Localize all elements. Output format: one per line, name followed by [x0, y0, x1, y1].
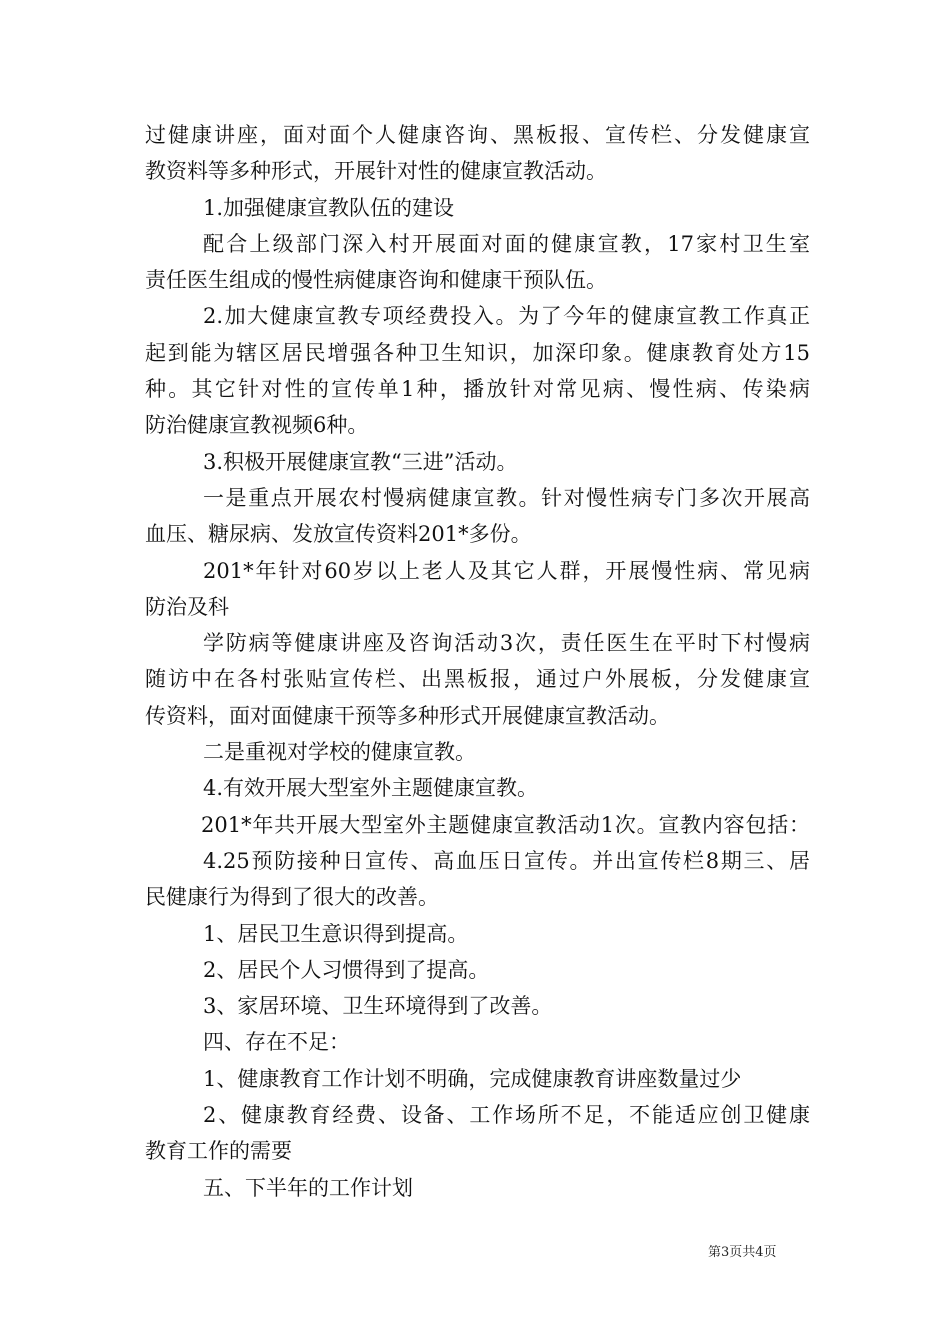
text-line: 防治及科 — [145, 594, 229, 619]
text-line: 二是重视对学校的健康宣教。 — [203, 740, 476, 765]
document-body — [145, 117, 810, 1206]
list-item: 1、居民卫生意识得到提高。 — [203, 921, 469, 946]
text-line: 201*年针对60岁以上老人及其它人群，开展慢性病、常见病 — [203, 558, 810, 583]
text-line: 配合上级部门深入村开展面对面的健康宣教，17家村卫生室 — [203, 231, 810, 256]
text-line: 学防病等健康讲座及咨询活动3次，责任医生在平时下村慢病 — [203, 631, 810, 656]
text-line: 传资料，面对面健康干预等多种形式开展健康宣教活动。 — [145, 703, 670, 728]
text-line: 起到能为辖区居民增强各种卫生知识，加深印象。健康教育处方15 — [145, 340, 810, 365]
list-item: 2、健康教育经费、设备、工作场所不足，不能适应创卫健康 — [203, 1103, 810, 1128]
text-line: 教育工作的需要 — [145, 1139, 292, 1164]
section-heading: 1.加强健康宣教队伍的建设 — [203, 195, 455, 220]
section-heading: 五、下半年的工作计划 — [203, 1175, 413, 1200]
text-line: 过健康讲座，面对面个人健康咨询、黑板报、宣传栏、分发健康宣 — [145, 123, 810, 147]
list-item: 2、居民个人习惯得到了提高。 — [203, 957, 490, 982]
text-line: 防治健康宣教视频6种。 — [145, 413, 369, 438]
text-line: 教资料等多种形式，开展针对性的健康宣教活动。 — [145, 159, 607, 184]
section-heading: 4.有效开展大型室外主题健康宣教。 — [203, 776, 539, 801]
text-line: 随访中在各村张贴宣传栏、出黑板报，通过户外展板，分发健康宣 — [145, 667, 810, 692]
text-line: 种。其它针对性的宣传单1种，播放针对常见病、慢性病、传染病 — [145, 377, 810, 402]
text-line: 一是重点开展农村慢病健康宣教。针对慢性病专门多次开展高 — [203, 485, 810, 510]
text-line: 4.25预防接种日宣传、高血压日宣传。并出宣传栏8期三、居 — [203, 848, 810, 873]
page-number-footer: 第3页共4页 — [708, 1245, 777, 1260]
section-heading: 3.积极开展健康宣教“三进”活动。 — [203, 449, 518, 474]
section-heading: 四、存在不足： — [203, 1030, 350, 1055]
text-line: 201*年共开展大型室外主题健康宣教活动1次。宣教内容包括： — [201, 812, 810, 837]
text-line: 民健康行为得到了很大的改善。 — [145, 885, 439, 910]
list-item: 1、健康教育工作计划不明确，完成健康教育讲座数量过少 — [203, 1066, 742, 1091]
text-line: 血压、糖尿病、发放宣传资料201*多份。 — [145, 522, 532, 547]
list-item: 3、家居环境、卫生环境得到了改善。 — [203, 994, 553, 1019]
text-line: 责任医生组成的慢性病健康咨询和健康干预队伍。 — [145, 268, 607, 293]
section-heading: 2.加大健康宣教专项经费投入。为了今年的健康宣教工作真正 — [203, 304, 810, 329]
